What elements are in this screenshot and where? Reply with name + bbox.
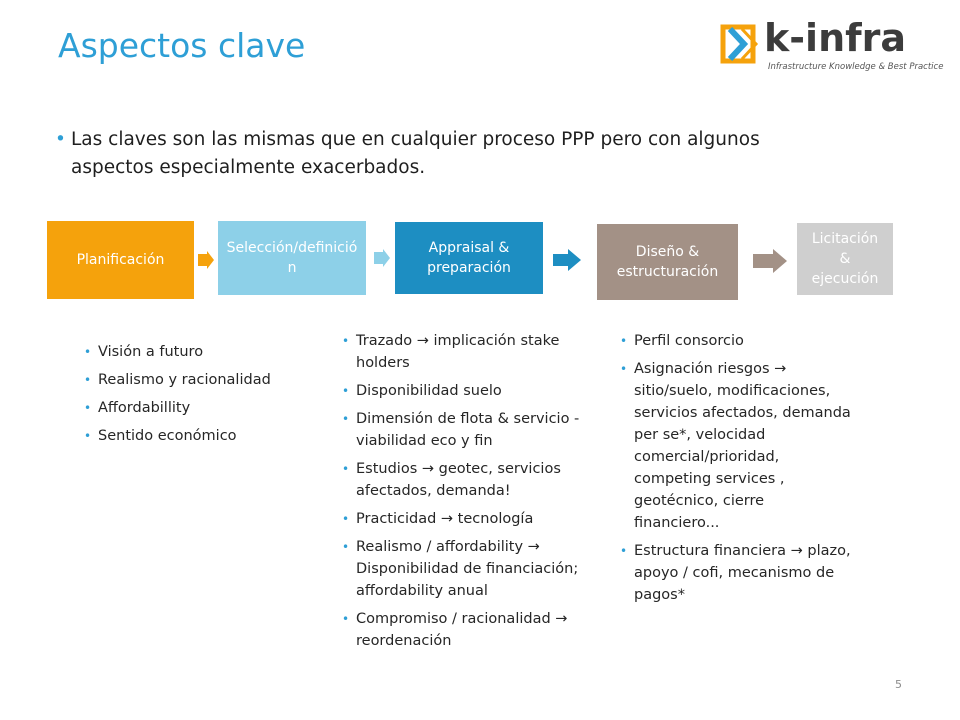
step-planificacion — [47, 221, 194, 299]
step-appraisal — [395, 222, 543, 294]
list-item: • Compromiso / racionalidad → reordenación — [342, 611, 568, 649]
step-label: Planificación — [76, 252, 165, 268]
list-item: • Realismo y racionalidad — [84, 372, 271, 388]
list-appraisal — [342, 330, 600, 658]
list-item: • Disponibilidad suelo — [342, 383, 502, 399]
list-item: • Asignación riesgos → sitio/suelo, modificaciones, servicios afectados, demanda per se*, velocidad comercial/prioridad, competing services , geotécnico, cierre financiero... — [620, 361, 851, 531]
list-item: • Trazado → implicación stake holders — [342, 333, 560, 371]
list-item: • Affordabillity — [84, 400, 191, 416]
intro-bullet: • — [55, 129, 66, 150]
intro-text: Las claves son las mismas que en cualquier proceso PPP pero con algunos aspectos especialmente exacerbados. — [71, 129, 760, 178]
list-planificacion — [84, 341, 304, 453]
flow-arrow-icon — [374, 249, 390, 267]
list-item: • Visión a futuro — [84, 344, 204, 360]
k-infra-logo — [720, 16, 944, 72]
list-item: • Realismo / affordability → Disponibilidad de financiación; affordability anual — [342, 539, 579, 599]
step-label: Licitación & ejecución — [811, 231, 879, 287]
intro-paragraph — [55, 126, 815, 182]
list-item: • Estudios → geotec, servicios afectados, demanda! — [342, 461, 561, 499]
list-item: • Estructura financiera → plazo, apoyo / cofi, mecanismo de pagos* — [620, 543, 851, 603]
list-item: • Perfil consorcio — [620, 333, 744, 349]
logo-tagline: Infrastructure Knowledge & Best Practice — [768, 62, 944, 72]
step-seleccion — [218, 221, 366, 295]
slide-title: Aspectos clave — [58, 26, 306, 65]
step-label: Diseño & estructuración — [616, 244, 719, 280]
flow-arrow-icon — [553, 249, 581, 271]
list-diseno — [620, 330, 852, 612]
step-label: Appraisal & preparación — [427, 240, 511, 276]
flow-arrow-icon — [753, 249, 787, 273]
step-licitacion — [797, 223, 893, 295]
page-number: 5 — [895, 678, 902, 691]
k-infra-logo-mark-icon — [720, 24, 760, 64]
list-item: • Dimensión de flota & servicio - viabilidad eco y fin — [342, 411, 580, 449]
list-item: • Sentido económico — [84, 428, 237, 444]
flow-arrow-icon — [198, 251, 214, 269]
list-item: • Practicidad → tecnología — [342, 511, 534, 527]
step-diseno — [597, 224, 738, 300]
step-label: Selección/definición — [226, 240, 358, 276]
logo-wordmark: k-infra — [764, 16, 907, 60]
